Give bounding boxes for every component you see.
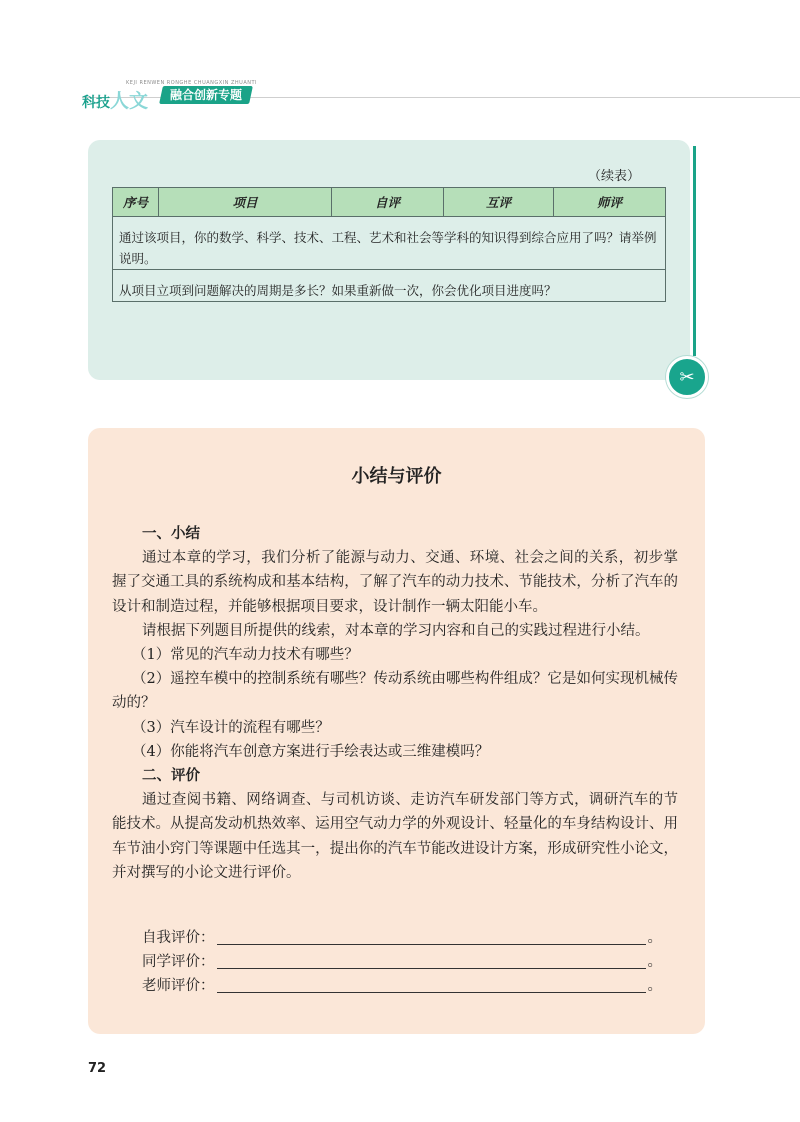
summary-prompt: 请根据下列题目所提供的线索，对本章的学习内容和自己的实践过程进行小结。 [142,622,650,639]
table-question-2: 从项目立项到问题解决的周期是多长？如果重新做一次，你会优化项目进度吗？ [113,270,666,302]
peer-eval-fill-line[interactable] [142,950,662,971]
evaluation-paragraph: 通过查阅书籍、网络调查、与司机访谈、走访汽车研发部门等方式，调研汽车的节能技术。从提高发动机热效率、运用空气动力学的外观设计、轻量化的车身结构设计、用车节油小窍门等课题中任选其一，提出你的汽车节能改进设计方案，形成研究性小论文，并对撰写的小论文进行评价。 [112,792,678,881]
col-header-peer-eval: 互评 [444,188,554,217]
header-keji: 科技 [82,95,110,111]
col-header-item: 项目 [159,188,332,217]
table-row [113,270,666,302]
header-badge-label: 融合创新专题 [169,88,242,102]
self-eval-label: 自我评价： [142,930,215,946]
teacher-eval-fill-line[interactable] [142,974,662,995]
peer-eval-end: 。 [647,954,662,970]
peer-eval-label: 同学评价： [142,954,215,970]
col-header-index: 序号 [113,188,159,217]
card-side-bar [693,146,696,356]
teacher-eval-blank[interactable] [217,977,646,993]
tools-icon: ✂ [666,356,708,398]
col-header-self-eval: 自评 [332,188,444,217]
continued-label: （续表） [588,169,641,184]
section-heading-summary: 一、小结 [142,525,200,542]
self-eval-blank[interactable] [217,929,646,945]
header-series-title [82,86,148,113]
peer-eval-blank[interactable] [217,953,646,969]
table-row [113,217,666,270]
header-badge [159,86,253,104]
header-pinyin: KEJI RENWEN RONGHE CHUANGXIN ZHUANTI [126,80,258,86]
teacher-eval-end: 。 [647,978,662,994]
col-header-teacher-eval: 师评 [554,188,666,217]
teacher-eval-label: 老师评价： [142,978,215,994]
question-4: （4）你能将汽车创意方案进行手绘表达或三维建模吗？ [132,743,490,760]
summary-title: 小结与评价 [351,466,442,487]
header-renwen: 人文 [110,90,149,112]
question-2: （2）遥控车模中的控制系统有哪些？传动系统由哪些构件组成？它是如何实现机械传动的？ [112,671,678,712]
evaluation-table [112,187,666,302]
summary-body [112,522,678,885]
table-question-1: 通过该项目，你的数学、科学、技术、工程、艺术和社会等学科的知识得到综合应用了吗？请举例说明。 [113,217,666,270]
self-eval-end: 。 [647,930,662,946]
self-eval-fill-line[interactable] [142,926,662,947]
section-heading-evaluation: 二、评价 [142,767,200,785]
question-1: （1）常见的汽车动力技术有哪些？ [132,647,359,664]
summary-paragraph: 通过本章的学习，我们分析了能源与动力、交通、环境、社会之间的关系，初步掌握了交通工具的系统构成和基本结构，了解了汽车的动力技术、节能技术，分析了汽车的设计和制造过程，并能够根据项目要求，设计制作一辆太阳能小车。 [112,550,678,615]
table-header-row [113,188,666,217]
page-number: 72 [88,1061,107,1076]
question-3: （3）汽车设计的流程有哪些？ [132,719,330,736]
